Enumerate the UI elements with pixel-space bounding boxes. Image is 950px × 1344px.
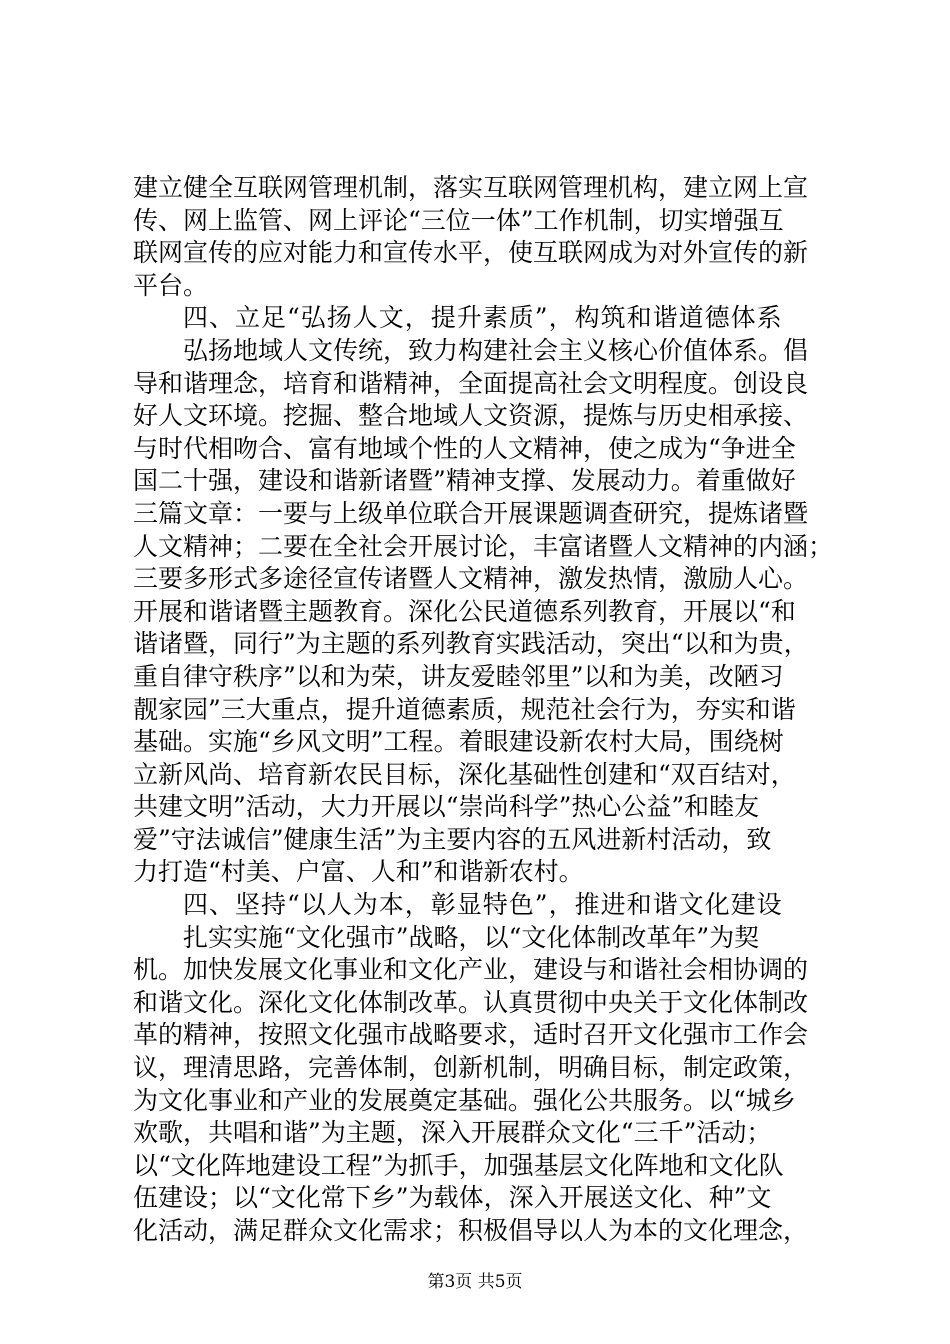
- text-line-14: 开展和谐诸暨主题教育。深化公民道德系列教育，开展以“和: [133, 596, 796, 626]
- text-line-32: 伍建设；以“文化常下乡”为载体，深入开展送文化、种”文: [133, 1183, 772, 1213]
- text-line-26: 和谐文化。深化文化体制改革。认真贯彻中央关于文化体制改: [133, 987, 809, 1017]
- text-line-28: 议，理清思路，完善体制，创新机制，明确目标，制定政策，: [133, 1053, 809, 1083]
- text-line-10: 国二十强，建设和谐新诸暨”精神支撑、发展动力。着重做好: [133, 466, 796, 496]
- page-number-footer: 第3页 共5页: [427, 1272, 523, 1292]
- text-line-25: 机。加快发展文化事业和文化产业，建设与和谐社会相协调的: [133, 955, 809, 985]
- text-line-16: 重自律守秩序”以和为荣，讲友爱睦邻里”以和为美，改陋习: [133, 661, 784, 691]
- text-line-2: 传、网上监管、网上评论“三位一体”工作机制，切实增强互: [133, 205, 784, 235]
- text-line-15: 谐诸暨，同行”为主题的系列教育实践活动，突出“以和为贵，: [133, 629, 809, 659]
- text-line-1: 建立健全互联网管理机制，落实互联网管理机构，建立网上宣: [133, 173, 809, 202]
- section-heading-4a: 四、立足“弘扬人文，提升素质”，构筑和谐道德体系: [183, 303, 783, 333]
- text-line-13: 三要多形式多途径宣传诸暨人文精神，激发热情，激励人心。: [133, 564, 809, 594]
- text-line-4: 平台。: [133, 270, 209, 300]
- text-line-3: 联网宣传的应对能力和宣传水平，使互联网成为对外宣传的新: [133, 238, 809, 268]
- text-line-27: 革的精神，按照文化强市战略要求，适时召开文化强市工作会: [133, 1020, 809, 1050]
- text-line-31: 以“文化阵地建设工程”为抓手，加强基层文化阵地和文化队: [133, 1150, 784, 1180]
- text-line-30: 欢歌，共唱和谐”为主题，深入开展群众文化“三千”活动；: [133, 1118, 772, 1148]
- text-line-8: 好人文环境。挖掘、整合地域人文资源，提炼与历史相承接、: [133, 401, 809, 431]
- text-line-9: 与时代相吻合、富有地域个性的人文精神，使之成为“争进全: [133, 433, 796, 463]
- text-line-21: 爱”守法诚信”健康生活”为主要内容的五风进新村活动，致: [133, 824, 772, 854]
- text-line-24: 扎实实施“文化强市”战略，以“文化体制改革年”为契: [183, 922, 760, 952]
- text-line-33: 化活动，满足群众文化需求；积极倡导以人为本的文化理念，: [133, 1216, 809, 1245]
- text-line-22: 力打造“村美、户富、人和”和谐新农村。: [133, 857, 584, 887]
- text-line-19: 立新风尚、培育新农民目标，深化基础性创建和“双百结对，: [133, 759, 796, 789]
- text-line-20: 共建文明”活动，大力开展以“崇尚科学”热心公益”和睦友: [133, 792, 760, 822]
- section-heading-4b: 四、坚持“以人为本，彰显特色”，推进和谐文化建设: [183, 890, 783, 920]
- text-line-11: 三篇文章：一要与上级单位联合开展课题调查研究，提炼诸暨: [133, 498, 809, 528]
- document-body: [133, 172, 834, 1248]
- text-line-6: 弘扬地域人文传统，致力构建社会主义核心价值体系。倡: [183, 335, 809, 365]
- text-line-29: 为文化事业和产业的发展奠定基础。强化公共服务。以“城乡: [133, 1085, 796, 1115]
- text-line-12: 人文精神；二要在全社会开展讨论，丰富诸暨人文精神的内涵；: [133, 531, 834, 561]
- text-line-18: 基础。实施“乡风文明”工程。着眼建设新农村大局，围绕树: [133, 727, 784, 757]
- text-line-7: 导和谐理念，培育和谐精神，全面提高社会文明程度。创设良: [133, 368, 809, 398]
- text-line-17: 靓家园”三大重点，提升道德素质，规范社会行为，夯实和谐: [133, 694, 796, 724]
